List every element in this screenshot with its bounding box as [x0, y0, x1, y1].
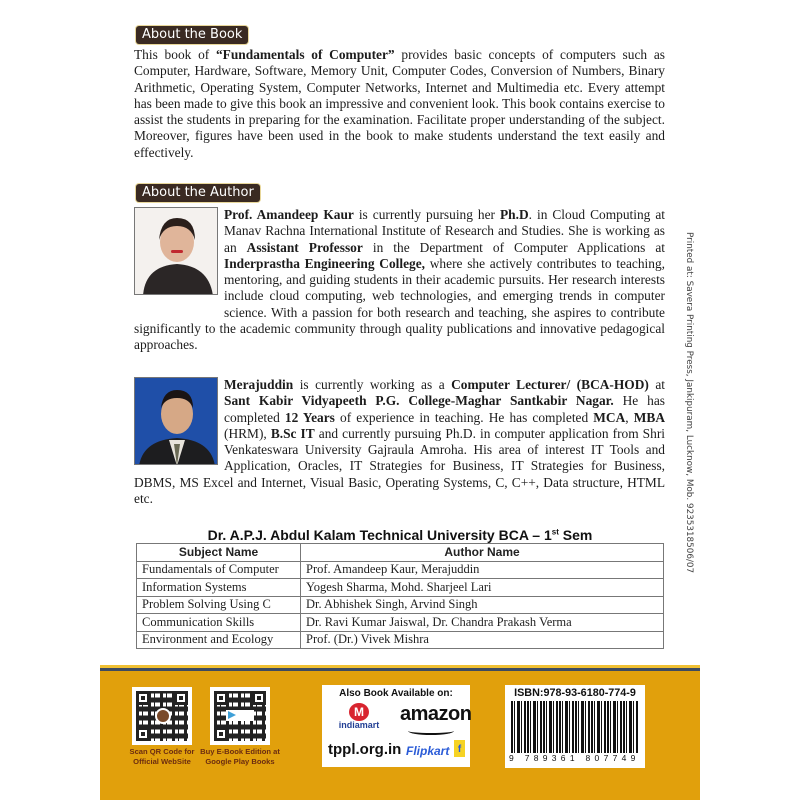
author-cell: Yogesh Sharma, Mohd. Sharjeel Lari — [301, 579, 664, 597]
author-bio-2-text: Merajuddin is currently working as a Computer Lecturer/ (BCA-HOD) at Sant Kabir Vidyapeeth P.G. College-Maghar Santkabir Nagar. He has completed 12 Years of experience in teaching. He has completed MCA, MBA (HRM), B.Sc IT and currently pursuing Ph.D. in computer application from Shri Venkateswara University Gajraula Amroha. His area of interest IT Tools and Application, Oracles, IT Strategies for Business, IT Strategies for Business, DBMS, MS Excel and Internet, Visual Basic, Operating Systems, C, C++, Data structure, HTML etc. — [134, 377, 666, 507]
about-book-text: This book of “Fundamentals of Computer” provides basic concepts of computers such as Computer, Hardware, Software, Memory Unit, Computer Codes, Conversion of Numbers, Binary Arithmetic, Operating System, Computer Networks, Internet and Multimedia etc. Every attempt has been made to give this book an impressive and convenient look. This book contains exercise to assist the students in preparing for the examination. Facilitate proper understanding of the subject. Moreover, figures have been used in the book to make students understand the text easily and effectively. — [134, 47, 665, 160]
column-header-author: Author Name — [301, 544, 664, 562]
about-book-heading: About the Book — [136, 26, 248, 44]
table-row — [137, 596, 664, 614]
indiamart-logo[interactable]: M indiamart — [338, 705, 380, 730]
column-header-subject: Subject Name — [137, 544, 301, 562]
author-cell: Prof. (Dr.) Vivek Mishra — [301, 631, 664, 649]
subject-cell: Problem Solving Using C — [137, 596, 301, 614]
author-cell: Dr. Ravi Kumar Jaiswal, Dr. Chandra Prakash Verma — [301, 614, 664, 632]
table-row — [137, 614, 664, 632]
table-header-row — [137, 544, 664, 562]
barcode-icon — [511, 701, 639, 753]
availability-title: Also Book Available on: — [339, 688, 453, 699]
isbn-label: ISBN:978-93-6180-774-9 — [514, 687, 636, 699]
barcode-digits: 9 789361 807749 — [509, 753, 640, 763]
indiamart-icon: M — [349, 703, 369, 721]
subject-cell: Information Systems — [137, 579, 301, 597]
syllabus-table-title: Dr. A.P.J. Abdul Kalam Technical University BCA – 1st Sem — [207, 527, 593, 543]
author-bio-1 — [134, 207, 665, 354]
footer-stripe-dark — [100, 668, 700, 671]
flipkart-bag-icon: f — [454, 740, 465, 757]
printer-note: Printed at: Savera Printing Press, Jankipuram, Lucknow, Mob. 9235318506/07 — [684, 232, 694, 574]
author-bio-1-text: Prof. Amandeep Kaur is currently pursuing her Ph.D. in Cloud Computing at Manav Rachna International Institute of Research and Studies. She is working as an Assistant Professor in the Department of Computer Applications at Inderprastha Engineering College, where she actively contributes to teaching, mentoring, and guiding students in their academic pursuits. Her research interests include cloud computing, web technologies, and emerging trends in computer science. With a passion for both research and teaching, she aspires to contribute significantly to the academic community through quality publications and innovative pedagogical approaches. — [134, 207, 666, 353]
footer-band — [100, 665, 700, 800]
table-row — [137, 561, 664, 579]
availability-box — [322, 685, 470, 767]
flipkart-logo[interactable]: Flipkart — [406, 744, 450, 758]
qr-code-ebook[interactable] — [210, 687, 270, 745]
amazon-smile-icon — [408, 727, 454, 735]
qr-ebook-caption: Buy E-Book Edition at Google Play Books — [200, 747, 280, 766]
author-cell: Dr. Abhishek Singh, Arvind Singh — [301, 596, 664, 614]
tppl-website-link[interactable]: tppl.org.in — [328, 741, 402, 758]
subject-cell: Environment and Ecology — [137, 631, 301, 649]
author-bio-2 — [134, 377, 665, 507]
book-title: “Fundamentals of Computer” — [215, 47, 395, 62]
qr-code-website[interactable] — [132, 687, 192, 745]
qr-website-caption: Scan QR Code for Official WebSite — [129, 747, 195, 766]
table-row — [137, 579, 664, 597]
author-cell: Prof. Amandeep Kaur, Merajuddin — [301, 561, 664, 579]
table-row — [137, 631, 664, 649]
subject-cell: Communication Skills — [137, 614, 301, 632]
isbn-barcode-box — [505, 685, 645, 768]
syllabus-table — [136, 543, 664, 649]
amazon-logo[interactable]: amazon — [400, 703, 472, 725]
about-author-heading: About the Author — [136, 184, 260, 202]
subject-cell: Fundamentals of Computer — [137, 561, 301, 579]
